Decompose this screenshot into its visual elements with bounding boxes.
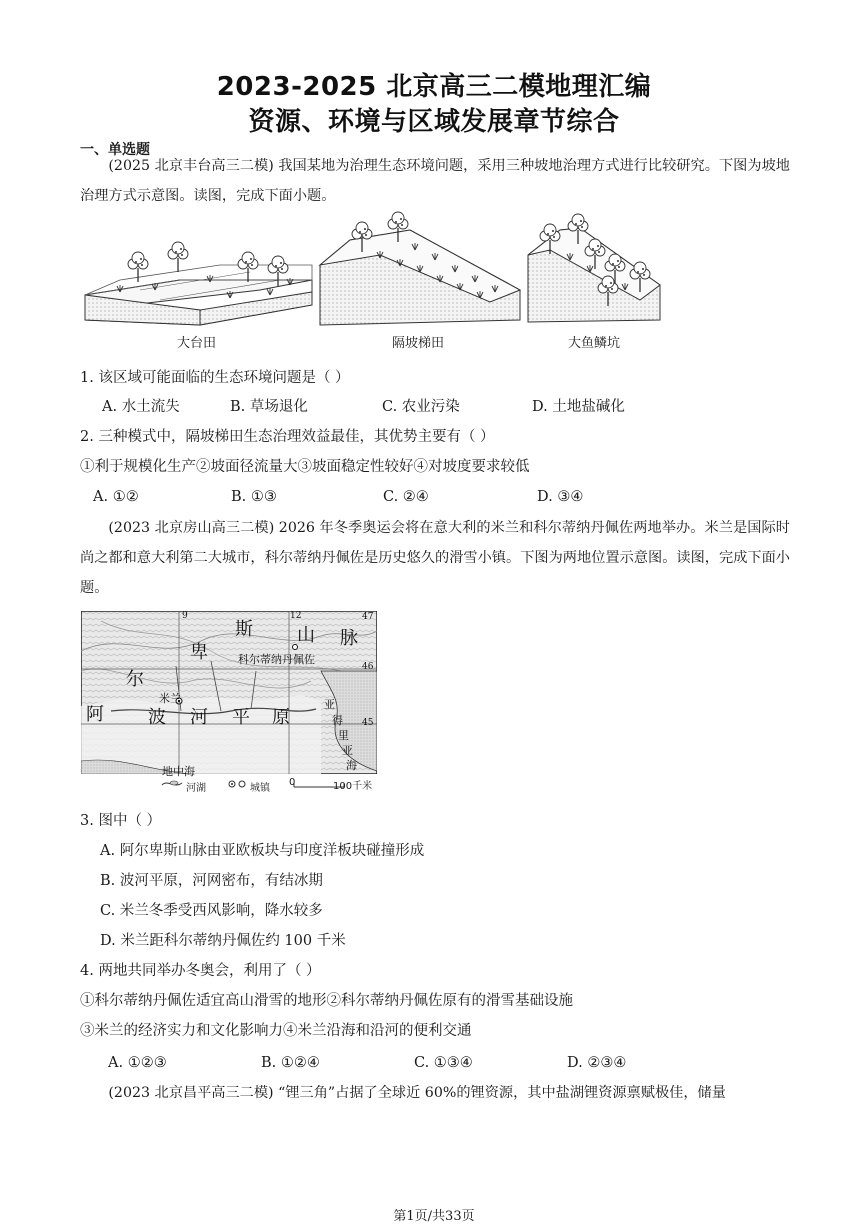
document-title-line2: 资源、环境与区域发展章节综合 [248,107,620,137]
option-a[interactable]: A. ①②③ [108,1055,167,1071]
map-lat-tick-46: 46 [362,662,374,672]
map-lon-tick-9: 9 [182,611,188,621]
question-2-items: ①利于规模化生产②坡面径流量大③坡面稳定性较好④对坡度要求较低 [80,459,530,475]
passage-2: (2023 北京房山高三二模) 2026 年冬季奥运会将在意大利的米兰和科尔蒂纳丹佩佐两地举办。米兰是国际时尚之都和意大利第二大城市，科尔蒂纳丹佩佐是历史悠久的滑雪小镇。下图为两地位置示意图。读图，完成下面小题。 [80,520,790,596]
question-3-option-d[interactable]: D. 米兰距科尔蒂纳丹佩佐约 100 千米 [100,933,346,949]
option-c[interactable]: C. ①③④ [414,1055,473,1071]
legend-town: 城镇 [250,783,270,794]
question-1-stem: 1. 该区域可能面临的生态环境问题是（ ） [80,370,350,386]
passage-1: (2025 北京丰台高三二模) 我国某地为治理生态环境问题，采用三种坡地治理方式进行比较研究。下图为坡地治理方式示意图。读图，完成下面小题。 [80,158,790,204]
map-lat-tick-45: 45 [362,718,374,728]
map-label-si: 斯 [235,619,253,640]
legend-scale-label: 100千米 [333,781,373,792]
legend-river-lake: 河湖 [186,783,206,794]
option-d[interactable]: D. ③④ [537,489,584,505]
option-d[interactable]: D. ②③④ [567,1055,627,1071]
option-b[interactable]: B. ①③ [231,489,277,505]
map-label-de: 得 [332,714,343,727]
map-label-er: 尔 [126,669,144,690]
map-label-a: 阿 [86,704,104,725]
map-label-milan: 米兰 [159,692,181,705]
caption-alternate-terrace: 隔坡梯田 [392,336,445,351]
caption-terrace: 大台田 [177,336,217,351]
question-2-stem: 2. 三种模式中，隔坡梯田生态治理效益最佳，其优势主要有（ ） [80,429,495,445]
map-label-ping: 平 [232,707,250,728]
map-label-yuan: 原 [272,707,290,728]
option-a[interactable]: A. 水土流失 [102,399,180,415]
question-4-stem: 4. 两地共同举办冬奥会，利用了（ ） [80,963,321,979]
map-label-ya2: 亚 [342,744,353,757]
option-c[interactable]: C. ②④ [383,489,429,505]
option-c[interactable]: C. 农业污染 [382,399,460,415]
page-number: 第1页/共33页 [393,1209,475,1224]
question-3-option-b[interactable]: B. 波河平原，河网密布，有结冰期 [100,873,323,889]
question-4-items-line1: ①科尔蒂纳丹佩佐适宜高山滑雪的地形②科尔蒂纳丹佩佐原有的滑雪基础设施 [80,993,573,1009]
map-lon-tick-12: 12 [290,611,302,621]
map-label-he: 河 [190,707,208,728]
question-3-stem: 3. 图中（ ） [80,813,162,829]
option-b[interactable]: B. ①②④ [261,1055,320,1071]
document-title-line1: 2023-2025 北京高三二模地理汇编 [216,72,652,102]
passage-3: (2023 北京昌平高三二模) “锂三角”占据了全球近 60%的锂资源，其中盐湖锂资源禀赋极佳，储量 [108,1085,726,1101]
option-d[interactable]: D. 土地盐碱化 [532,399,625,415]
map-label-mediterranean: 地中海 [162,765,195,778]
alternate-slope-terrace-diagram [320,212,520,325]
map-label-li: 里 [338,729,349,742]
question-3-option-a[interactable]: A. 阿尔卑斯山脉由亚欧板块与印度洋板块碰撞形成 [100,843,425,859]
location-map [81,611,377,774]
option-b[interactable]: B. 草场退化 [230,399,308,415]
map-label-bei: 卑 [190,642,208,663]
map-label-hai: 海 [346,759,357,772]
caption-fish-scale-pit: 大鱼鳞坑 [568,336,621,351]
question-3-option-c[interactable]: C. 米兰冬季受西风影响，降水较多 [100,903,323,919]
map-label-ya: 亚 [324,698,335,711]
question-4-items-line2: ③米兰的经济实力和文化影响力④米兰沿海和沿河的便利交通 [80,1023,472,1039]
map-label-shan: 山 [297,625,315,646]
terrace-block-diagram [85,242,312,325]
map-label-mai: 脉 [340,628,358,649]
fish-scale-pit-diagram [528,214,660,322]
legend-scale-zero: 0 [289,777,296,788]
section-heading: 一、单选题 [80,142,150,158]
map-label-bo: 波 [148,707,166,728]
map-lat-tick-47: 47 [362,612,374,622]
slope-treatment-figure [80,210,670,335]
map-label-cortina: 科尔蒂纳丹佩佐 [238,653,315,666]
option-a[interactable]: A. ①② [93,489,139,505]
